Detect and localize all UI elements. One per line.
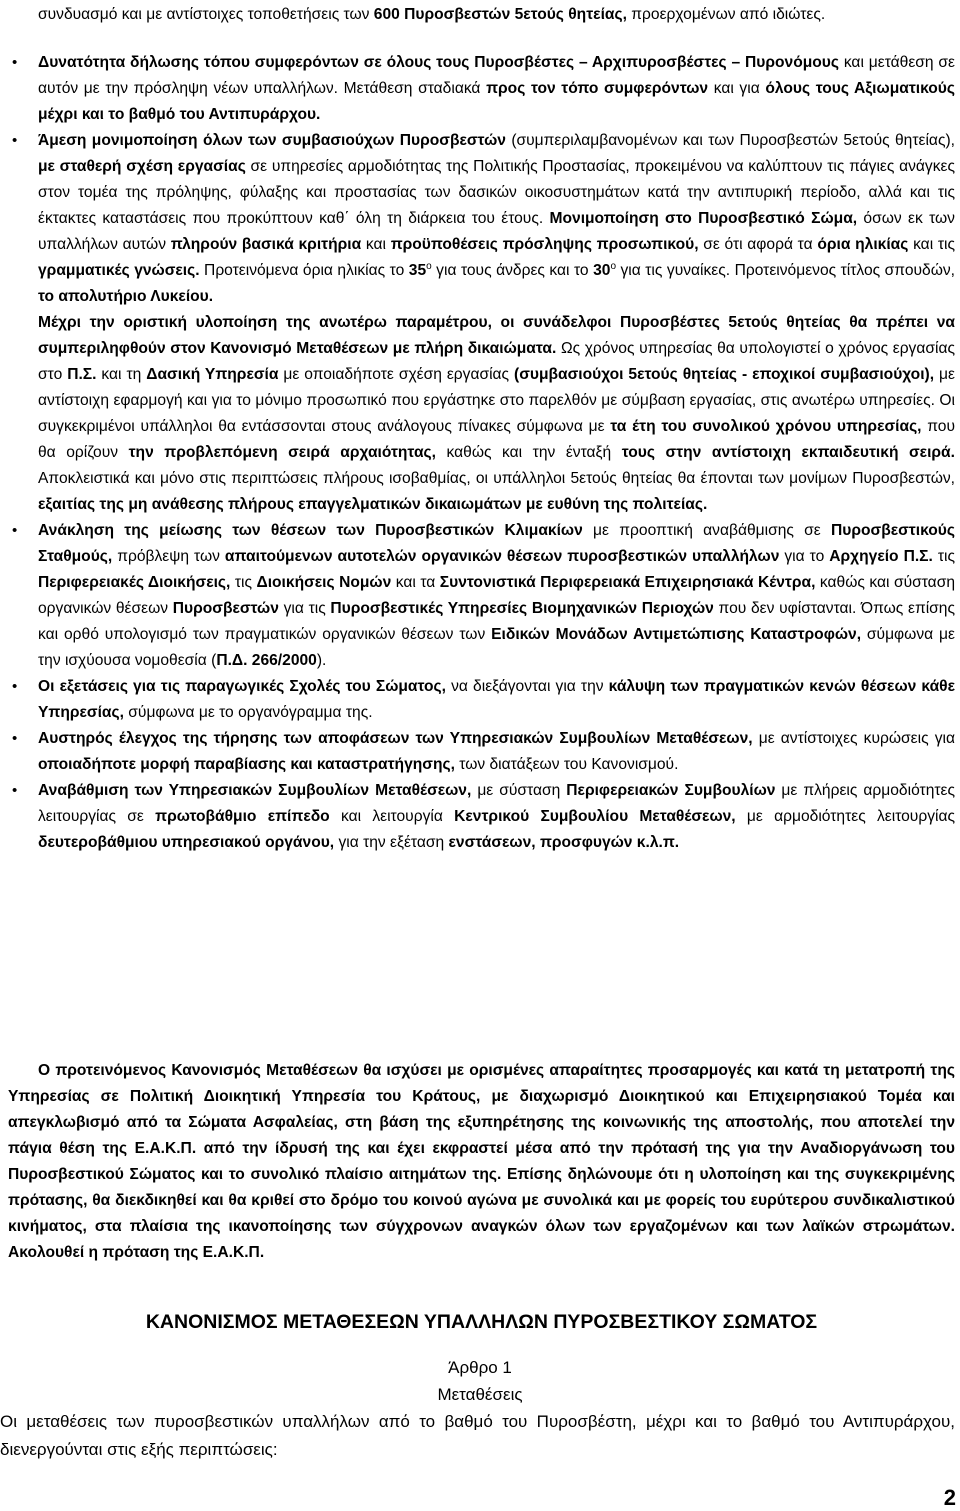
text-run: ο <box>426 260 432 272</box>
demand-paragraph <box>38 128 955 310</box>
bold-text-run: 35 <box>408 262 427 279</box>
text-run: Ως χρόνος υπηρεσίας θα υπολογιστεί ο χρόνος εργασίας στο <box>38 340 955 383</box>
bold-text-run: πληρούν βασικά κριτήρια <box>170 236 362 253</box>
text-run: με αντίστοιχη εφαρμογή και για το μόνιμο προσωπικό που εργάστηκε στο παρελθόν με σύμβαση εργασίας, στις ανωτέρω υπηρεσίες. Οι συγκεκριμένοι υπάλληλοι θα εντάσσονται στους ανάλογους πίνακες σύμφωνα με <box>38 366 955 435</box>
demand-item <box>0 726 955 778</box>
text-run: και <box>361 236 391 253</box>
bold-text-run: Αναβάθμιση των Υπηρεσιακών Συμβουλίων Μεταθέσεων, <box>38 782 472 799</box>
bullet-icon: • <box>12 132 18 149</box>
text-run: και τις <box>908 236 955 253</box>
text-run: (συμπεριλαμβανομένων και των Πυροσβεστών 5ετούς θητείας), <box>505 132 955 149</box>
demand-paragraph <box>38 50 955 128</box>
continuation-paragraph <box>38 2 955 28</box>
demand-item <box>0 778 955 856</box>
text-run: και λειτουργία <box>329 808 455 825</box>
bold-text-run: Πυροσβεστικούς Σταθμούς, <box>38 522 955 565</box>
text-run: και για <box>708 80 766 97</box>
text-run: ο <box>610 260 617 272</box>
demand-paragraph <box>38 674 955 726</box>
bold-text-run: Μονιμοποίηση στο Πυροσβεστικό Σώμα, <box>549 210 858 227</box>
bold-text-run: (συμβασιούχοι 5ετούς θητείας - εποχικοί συμβασιούχοι), <box>514 366 935 383</box>
demand-item <box>0 674 955 726</box>
text-run: και τη <box>96 366 147 383</box>
text-run: για το <box>779 548 830 565</box>
text-run: και τα <box>391 574 440 591</box>
summary-paragraph: Ο προτεινόμενος Κανονισμός Μεταθέσεων θα ισχύσει με ορισμένες απαραίτητες προσαρμογές και κατά τη μετατροπή της Υπηρεσίας σε Πολιτική Διοικητική Υπηρεσία του Κράτους, με διαχωρισμό Διοικητικού και Επιχειρησιακού Τομέα και απεγκλωβισμό από τα Σώματα Ασφαλείας, στη βάση της εξυπηρέτησης της κοινωνικής της αποστολής, που αποτελεί την πάγια θέση της Ε.Α.Κ.Π. από την ίδρυσή της και έχει εκφραστεί μέσα από την πρότασή της για την Αναδιοργάνωση του Πυροσβεστικού Σώματος και το συνολικό πλαίσιο αιτημάτων της. Επίσης δηλώνουμε ότι η υλοποίηση και της συγκεκριμένης πρότασης, θα διεκδικηθεί και θα κριθεί στο δρόμο του κοινού αγώνα με συνολικά και με φορείς του ευρύτερου συνδικαλιστικού κινήματος, στα πλαίσια της ικανοποίησης των σύγχρονων αναγκών όλων των εργαζομένων και των λαϊκών στρωμάτων. Ακολουθεί η πρόταση της Ε.Α.Κ.Π. <box>8 1062 955 1261</box>
bold-text-run: Οι εξετάσεις για τις παραγωγικές Σχολές του Σώματος, <box>38 678 447 695</box>
text-run: τις <box>230 574 257 591</box>
bold-text-run: εξαιτίας της μη ανάθεσης πλήρους επαγγελματικών δικαιωμάτων με ευθύνη της πολιτείας. <box>38 496 708 513</box>
bold-text-run: κάλυψη των πραγματικών κενών θέσεων κάθε Υπηρεσίας, <box>38 678 956 721</box>
bold-text-run: απαιτούμενων αυτοτελών οργανικών θέσεων πυροσβεστικών υπαλλήλων <box>224 548 780 565</box>
bold-text-run: Κεντρικού Συμβουλίου Μεταθέσεων, <box>454 808 736 825</box>
text-run: των διατάξεων του Κανονισμού. <box>454 756 679 773</box>
text-run: που δεν υφίστανται. Όπως επίσης και ορθό υπολογισμό των πραγματικών οργανικών θέσεων των <box>38 600 955 643</box>
text-run: συνδυασμό και με αντίστοιχες τοποθετήσεις των <box>38 6 374 23</box>
demand-item <box>0 128 955 518</box>
bullet-icon: • <box>12 54 18 71</box>
bold-text-run: Ειδικών Μονάδων Αντιμετώπισης Καταστροφών, <box>491 626 862 643</box>
demand-item <box>0 518 955 674</box>
bold-text-run: όρια ηλικίας <box>817 236 909 253</box>
bold-text-run: Περιφερειακών Συμβουλίων <box>566 782 776 799</box>
demand-paragraph <box>38 726 955 778</box>
text-run: πρόβλεψη των <box>112 548 225 565</box>
text-run: καθώς και σύσταση οργανικών θέσεων <box>38 574 955 617</box>
article-title: Άρθρο 1 <box>448 1358 512 1377</box>
text-run: για την εξέταση <box>334 834 449 851</box>
text-run: με προοπτική αναβάθμισης σε <box>582 522 832 539</box>
text-run: καθώς και την ένταξή <box>436 444 622 461</box>
bold-text-run: οποιαδήποτε μορφή παραβίασης και καταστρατήγησης, <box>38 756 455 773</box>
text-run: με σύσταση <box>471 782 567 799</box>
bold-text-run: Π.Σ. <box>67 366 97 383</box>
text-run: με πλήρεις αρμοδιότητες λειτουργίας σε <box>38 782 955 825</box>
demand-paragraph <box>38 310 955 518</box>
bold-text-run: προϋποθέσεις πρόσληψης προσωπικού, <box>390 236 699 253</box>
text-run: με οποιαδήποτε σχέση εργασίας <box>278 366 515 383</box>
bullet-icon: • <box>12 782 18 799</box>
bold-text-run: πρωτοβάθμιο επίπεδο <box>155 808 330 825</box>
text-run: προερχομένων από ιδιώτες. <box>626 6 826 23</box>
bold-text-run: Μέχρι την οριστική υλοποίηση της ανωτέρω παραμέτρου, οι συνάδελφοι Πυροσβέστες 5ετούς θητείας θα πρέπει να συμπεριληφθούν στον Κανονισμό Μεταθέσεων με πλήρη δικαιώματα. <box>38 314 955 357</box>
text-run: με αντίστοιχες κυρώσεις για <box>752 730 955 747</box>
text-run: τις <box>932 548 955 565</box>
bold-text-run: 30 <box>593 262 611 279</box>
bold-text-run: Δυνατότητα δήλωσης τόπου συμφερόντων σε όλους τους Πυροσβέστες – Αρχιπυροσβέστες – Πυρονόμους <box>38 54 839 71</box>
text-run: Αποκλειστικά και μόνο στις περιπτώσεις πλήρους ισοβαθμίας, οι υπάλληλοι 5ετούς θητείας θα έπονται των μονίμων Πυροσβεστών, <box>38 470 955 487</box>
text-run: σύμφωνα με την ισχύουσα νομοθεσία ( <box>38 626 955 669</box>
text-run: να διεξάγονται για την <box>446 678 609 695</box>
text-run: σύμφωνα με το οργανόγραμμα της. <box>123 704 373 721</box>
bold-text-run: Πυροσβεστικές Υπηρεσίες Βιομηχανικών Περιοχών <box>330 600 714 617</box>
text-run: για τις γυναίκες. Προτεινόμενος τίτλος σπουδών, <box>616 262 956 279</box>
bold-text-run: Άμεση μονιμοποίηση όλων των συμβασιούχων Πυροσβεστών <box>38 132 506 149</box>
bold-text-run: 600 Πυροσβεστών 5ετούς θητείας, <box>373 6 627 23</box>
bold-text-run: Διοικήσεις Νομών <box>256 574 392 591</box>
bold-text-run: Πυροσβεστών <box>172 600 279 617</box>
text-run: όσων εκ των υπαλλήλων αυτών <box>38 210 955 253</box>
bold-text-run: το απολυτήριο Λυκείου. <box>38 288 214 305</box>
bold-text-run: όλους τους Αξιωματικούς μέχρι και το βαθμό του Αντιπυράρχου. <box>38 80 955 123</box>
bold-text-run: Δασική Υπηρεσία <box>146 366 279 383</box>
text-run: σε ότι αφορά τα <box>698 236 818 253</box>
text-run: που θα ορίζουν <box>38 418 955 461</box>
bold-text-run: τα έτη του συνολικού χρόνου υπηρεσίας, <box>610 418 922 435</box>
text-run: για τις <box>278 600 331 617</box>
bold-text-run: Αρχηγείο Π.Σ. <box>829 548 933 565</box>
bullet-icon: • <box>12 522 18 539</box>
bold-text-run: Περιφερειακές Διοικήσεις, <box>38 574 231 591</box>
bold-text-run: Π.Δ. 266/2000 <box>216 652 317 669</box>
article-body: Οι μεταθέσεις των πυροσβεστικών υπαλλήλων από το βαθμό του Πυροσβέστη, μέχρι και το βαθμό του Αντιπυράρχου, διενεργούνται στις εξής περιπτώσεις: <box>0 1412 955 1459</box>
demands-list <box>0 50 955 856</box>
demand-paragraph <box>38 518 955 674</box>
demand-item <box>0 50 955 128</box>
text-run: Προτεινόμενα όρια ηλικίας το <box>199 262 409 279</box>
text-run: με αρμοδιότητες λειτουργίας <box>735 808 955 825</box>
bold-text-run: ενστάσεων, προσφυγών κ.λ.π. <box>448 834 680 851</box>
bold-text-run: δευτεροβάθμιου υπηρεσιακού οργάνου, <box>38 834 335 851</box>
bold-text-run: γραμματικές γνώσεις. <box>38 262 200 279</box>
bold-text-run: Συντονιστικά Περιφερειακά Επιχειρησιακά Κέντρα, <box>439 574 816 591</box>
bold-text-run: προς τον τόπο συμφερόντων <box>486 80 709 97</box>
demand-paragraph <box>38 778 955 856</box>
regulation-heading: ΚΑΝΟΝΙΣΜΟΣ ΜΕΤΑΘΕΣΕΩΝ ΥΠΑΛΛΗΛΩΝ ΠΥΡΟΣΒΕΣΤΙΚΟΥ ΣΩΜΑΤΟΣ <box>145 1311 818 1333</box>
bullet-icon: • <box>12 730 18 747</box>
text-run: για τους άνδρες και το <box>431 262 594 279</box>
text-run: σε υπηρεσίες αρμοδιότητας της Πολιτικής Προστασίας, προκειμένου να καλύπτουν τις πάγιες ανάγκες στον τομέα της πρόληψης, φύλαξης και προστασίας των δασικών οικοσυστημάτων κατά την αντιπυρική περίοδο, αλλά και τις έκτακτες καταστάσεις που προκύπτουν καθ΄ όλη τη διάρκεια του έτους. <box>38 158 955 227</box>
bold-text-run: με σταθερή σχέση εργασίας <box>38 158 246 175</box>
text-run: ). <box>316 652 327 669</box>
article-subtitle: Μεταθέσεις <box>437 1385 523 1404</box>
page-number: 2 <box>943 1485 956 1510</box>
bold-text-run: Ανάκληση της μείωσης των θέσεων των Πυροσβεστικών Κλιμακίων <box>38 522 583 539</box>
bold-text-run: τους στην αντίστοιχη εκπαιδευτική σειρά. <box>621 444 955 461</box>
bold-text-run: την προβλεπόμενη σειρά αρχαιότητας, <box>128 444 436 461</box>
bold-text-run: Αυστηρός έλεγχος της τήρησης των αποφάσεων των Υπηρεσιακών Συμβουλίων Μεταθέσεων, <box>38 730 753 747</box>
text-run: και μετάθεση σε αυτόν με την πρόσληψη νέων υπαλλήλων. Μετάθεση σταδιακά <box>38 54 955 97</box>
bullet-icon: • <box>12 678 18 695</box>
